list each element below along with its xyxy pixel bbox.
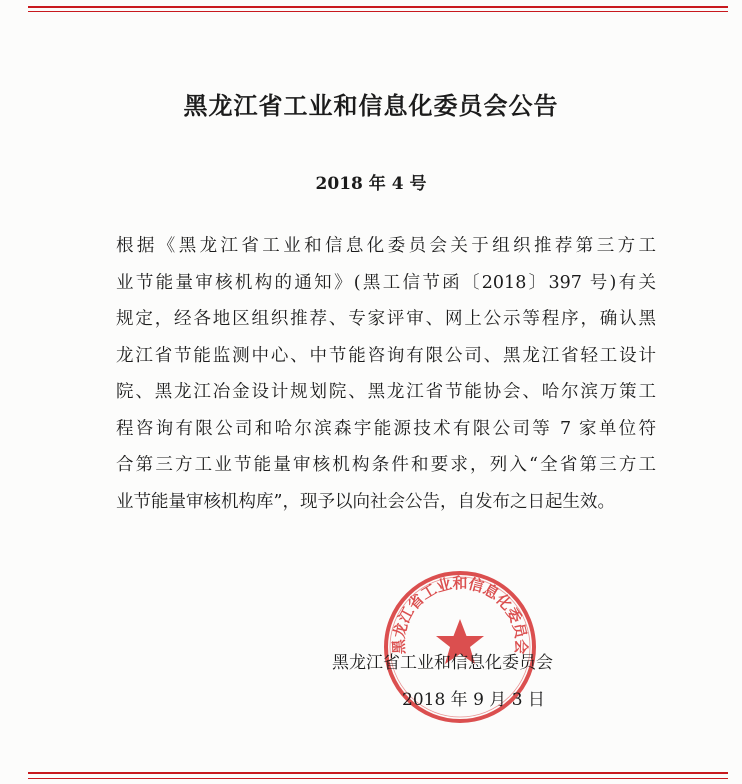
body-line: 合第三方工业节能量审核机构条件和要求，列入“全省第三方工 [116, 455, 656, 475]
body-line: 龙江省节能监测中心、中节能咨询有限公司、黑龙江省轻工设计 [116, 345, 656, 366]
seal-text: 黑龙江省工业和信息化委员会 [389, 574, 531, 655]
body-line: 院、黑龙江冶金设计规划院、黑龙江省节能协会、哈尔滨万策工 [116, 382, 656, 402]
body-line: 业节能量审核机构库”，现予以向社会公告，自发布之日起生效。 [116, 491, 615, 512]
announcement-body [116, 228, 656, 520]
body-line: 规定，经各地区组织推荐、专家评审、网上公示等程序，确认黑 [116, 309, 656, 329]
body-line: 根据《黑龙江省工业和信息化委员会关于组织推荐第三方工 [116, 236, 656, 256]
header-red-rule-thin [28, 11, 728, 12]
signer-organization: 黑龙江省工业和信息化委员会 [332, 653, 553, 673]
page-title: 黑龙江省工业和信息化委员会公告 [183, 92, 559, 120]
footer-red-rule [28, 772, 728, 774]
announcement-number: 2018 年 4 号 [315, 174, 427, 194]
footer-red-rule-thin [28, 778, 728, 779]
body-line: 业节能量审核机构的通知》(黑工信节函〔2018〕397 号)有关 [116, 272, 656, 293]
body-line: 程咨询有限公司和哈尔滨森宇能源技术有限公司等 7 家单位符 [116, 418, 656, 439]
issue-date: 2018 年 9 月 3 日 [402, 690, 545, 710]
header-red-rule [28, 6, 728, 8]
